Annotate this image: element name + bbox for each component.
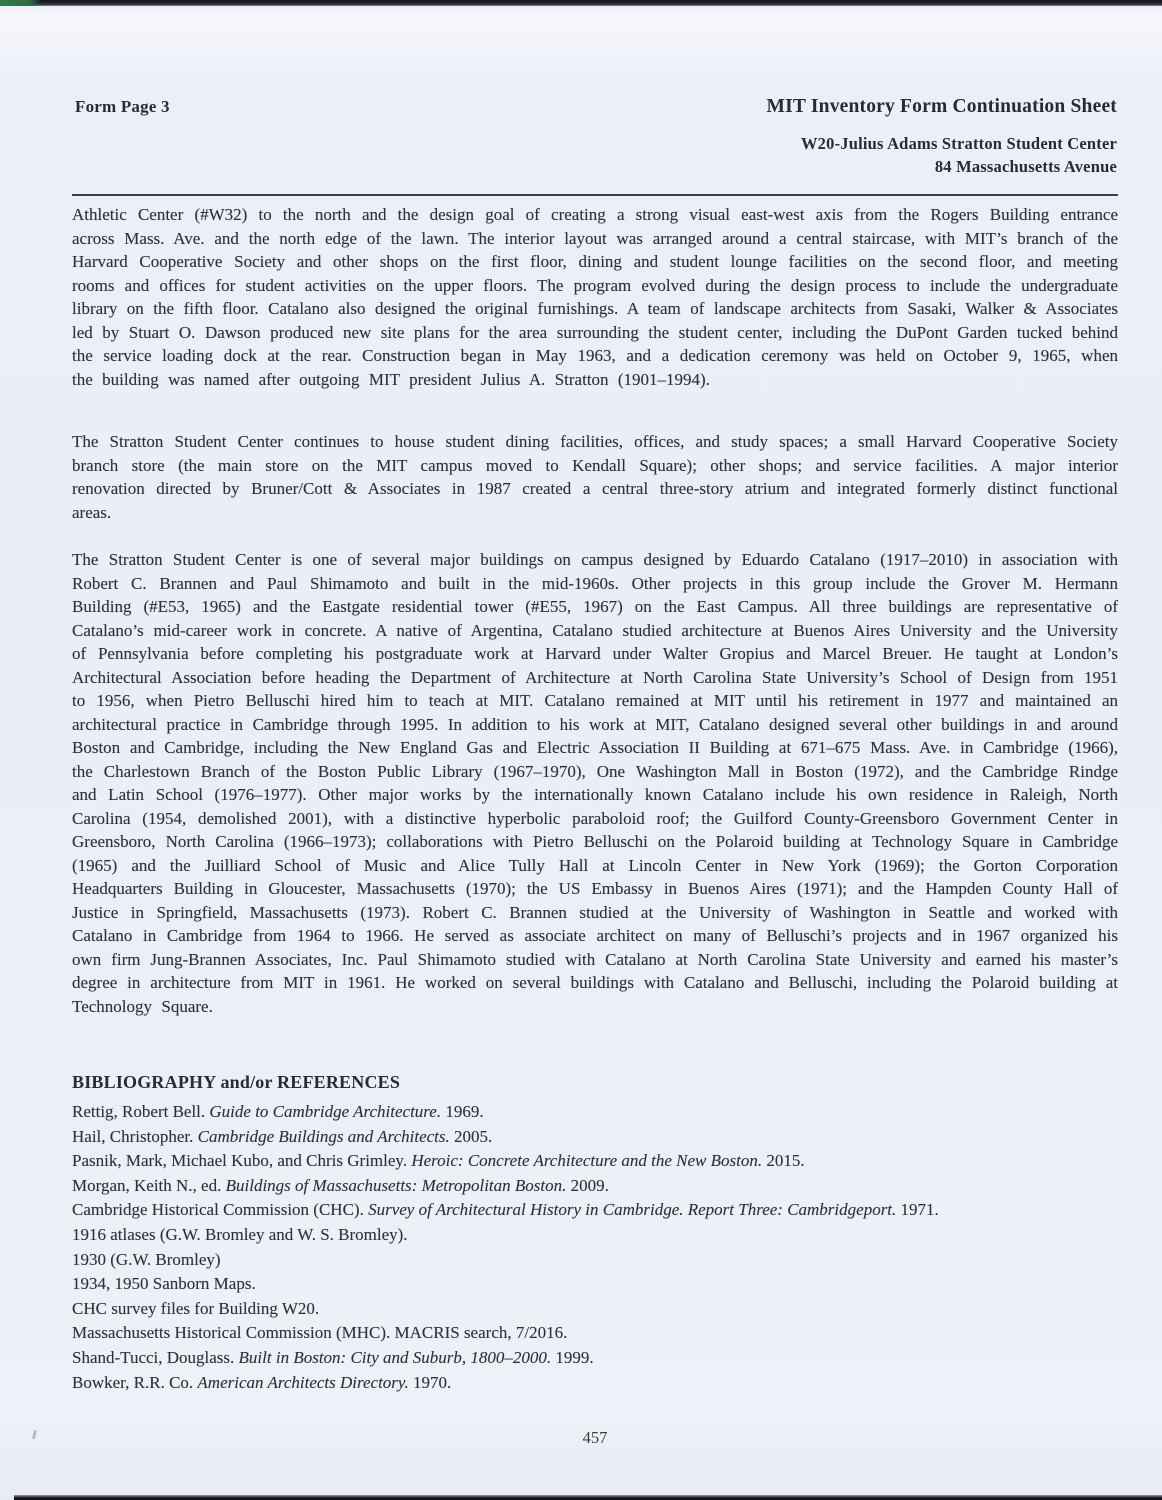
bibliography-entry: 1916 atlases (G.W. Bromley and W. S. Bromley). <box>72 1224 408 1244</box>
bibliography-entry: Morgan, Keith N., ed. Buildings of Massachusetts: Metropolitan Boston. 2009. <box>72 1175 609 1195</box>
body-paragraph-1: Athletic Center (#W32) to the north and the design goal of creating a strong visual east-west axis from the Rogers Building entrance across Mass. Ave. and the north edge of the lawn. The interior layout was arranged around a central staircase, with MIT’s branch of the Harvard Cooperative Society and other shops on the first floor, dining and student lounge facilities on the second floor, and meeting rooms and offices for student activities on the upper floors. The program evolved during the design process to include the undergraduate library on the fifth floor. Catalano also designed the original furnishings. A team of landscape architects from Sasaki, Walker & Associates led by Stuart O. Dawson produced new site plans for the area surrounding the student center, including the DuPont Garden tucked behind the service loading dock at the rear. Construction began in May 1963, and a dedication ceremony was held on October 9, 1965, when the building was named after outgoing MIT president Julius A. Stratton (1901–1994). <box>72 205 1118 389</box>
scan-edge-bottom <box>14 1495 1162 1500</box>
scan-edge-top <box>0 0 1162 6</box>
bibliography-entry: 1930 (G.W. Bromley) <box>72 1249 221 1269</box>
page-title: MIT Inventory Form Continuation Sheet <box>766 96 1117 117</box>
bibliography-entry: Pasnik, Mark, Michael Kubo, and Chris Grimley. Heroic: Concrete Architecture and the New Boston. 2015. <box>72 1151 805 1171</box>
property-name: W20-Julius Adams Stratton Student Center <box>800 134 1117 153</box>
bibliography-entry: Cambridge Historical Commission (CHC). Survey of Architectural History in Cambridge. Report Three: Cambridgeport. 1971. <box>72 1200 939 1220</box>
scan-artifact-mark <box>32 1430 36 1439</box>
bibliography-entry: Massachusetts Historical Commission (MHC). MACRIS search, 7/2016. <box>72 1323 568 1343</box>
bibliography-entry: Bowker, R.R. Co. American Architects Directory. 1970. <box>72 1372 452 1392</box>
scan-edge-green <box>0 0 42 6</box>
body-paragraph-3: The Stratton Student Center is one of several major buildings on campus designed by Eduardo Catalano (1917–2010) in association with Robert C. Brannen and Paul Shimamoto and built in the mid-1960s. Other projects in this group include the Grover M. Hermann Building (#E53, 1965) and the Eastgate residential tower (#E55, 1967) on the East Campus. All three buildings are representative of Catalano’s mid-career work in concrete. A native of Argentina, Catalano studied architecture at Buenos Aires University and the University of Pennsylvania before completing his postgraduate work at Harvard under Walter Gropius and Marcel Breuer. He taught at London’s Architectural Association before heading the Department of Architecture at North Carolina State University’s School of Design from 1951 to 1956, when Pietro Belluschi hired him to teach at MIT. Catalano remained at MIT until his retirement in 1977 and maintained an architectural practice in Cambridge through 1995. In addition to his work at MIT, Catalano designed several other buildings in and around Boston and Cambridge, including the New England Gas and Electric Association II Building at 671–675 Mass. Ave. in Cambridge (1966), the Charlestown Branch of the Boston Public Library (1967–1970), One Washington Mall in Boston (1972), and the Cambridge Rindge and Latin School (1976–1977). Other major works by the internationally known Catalano include his own residence in Raleigh, North Carolina (1954, demolished 2001), with a distinctive hyperbolic paraboloid roof; the Guilford County-Greensboro Government Center in Greensboro, North Carolina (1966–1973); collaborations with Pietro Belluschi on the Polaroid building at Technology Square in Cambridge (1965) and the Juilliard School of Music and Alice Tully Hall at Lincoln Center in New York (1969); the Gorton Corporation Headquarters Building in Gloucester, Massachusetts (1970); the US Embassy in Buenos Aires (1971); and the Hampden County Hall of Justice in Springfield, Massachusetts (1973). Robert C. Brannen studied at the University of Washington in Seattle and worked with Catalano in Cambridge from 1964 to 1966. He served as associate architect on many of Belluschi’s projects and in 1967 organized his own firm Jung-Brannen Associates, Inc. Paul Shimamoto studied with Catalano at North Carolina State University and earned his master’s degree in architecture from MIT in 1961. He worked on several buildings with Catalano and Belluschi, including the Polaroid building at Technology Square. <box>72 550 1118 1016</box>
bibliography-entry: Hail, Christopher. Cambridge Buildings and Architects. 2005. <box>72 1126 493 1146</box>
header-divider <box>72 194 1118 196</box>
property-address: 84 Massachusetts Avenue <box>934 157 1117 176</box>
bibliography-list <box>72 1100 1118 1395</box>
bibliography-entry: CHC survey files for Building W20. <box>72 1298 320 1318</box>
bibliography-entry: Rettig, Robert Bell. Guide to Cambridge Architecture. 1969. <box>72 1102 484 1121</box>
bibliography-entry: Shand-Tucci, Douglass. Built in Boston: City and Suburb, 1800–2000. 1999. <box>72 1347 594 1367</box>
page-number: 457 <box>582 1428 608 1447</box>
bibliography-entry: 1934, 1950 Sanborn Maps. <box>72 1274 256 1294</box>
header-block <box>767 95 1117 178</box>
form-page-label: Form Page 3 <box>75 97 170 116</box>
body-paragraph-2: The Stratton Student Center continues to house student dining facilities, offices, and study spaces; a small Harvard Cooperative Society branch store (the main store on the MIT campus moved to Kendall Square); other shops; and service facilities. A major interior renovation directed by Bruner/Cott & Associates in 1987 created a central three-story atrium and integrated formerly distinct functional areas. <box>72 432 1118 522</box>
bibliography-heading: BIBLIOGRAPHY and/or REFERENCES <box>72 1072 401 1092</box>
